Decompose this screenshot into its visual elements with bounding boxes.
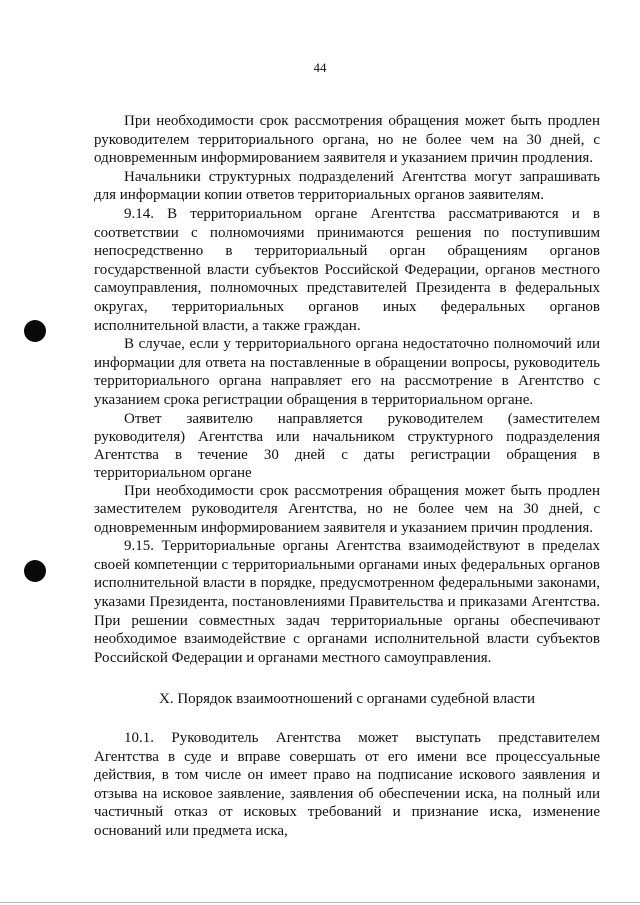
paragraph: Начальники структурных подразделений Агентства могут запрашивать для информации копии ответов территориальных органов заявителям. xyxy=(94,168,600,204)
paragraph: При необходимости срок рассмотрения обращения может быть продлен заместителем руководителя Агентства, но не более чем на 30 дней, с одновременным информированием заявителя и указанием причин продления. xyxy=(94,482,600,536)
paragraph: В случае, если у территориального органа недостаточно полномочий или информации для ответа на поставленные в обращении вопросы, руководитель территориального органа направляет его на рассмотрение в Агентство с указанием срока регистрации обращения в территориальном органе. xyxy=(94,336,600,408)
paragraph: Ответ заявителю направляется руководителем (заместителем руководителя) Агентства или начальником структурного подразделения Агентства в течение 30 дней с даты регистрации обращения в территориальном органе xyxy=(94,410,600,481)
section-heading: X. Порядок взаимоотношений с органами судебной власти xyxy=(158,691,536,708)
paragraph: 10.1. Руководитель Агентства может выступать представителем Агентства в суде и вправе совершать от его имени все процессуальные действия, в том числе он имеет право на подписание искового заявления и отзыва на исковое заявление, заявления об обеспечении иска, на полный или частичный отказ от исковых требований и признание иска, изменение оснований или предмета иска, xyxy=(94,730,600,839)
page-number: 44 xyxy=(313,60,327,75)
paragraph: При необходимости срок рассмотрения обращения может быть продлен руководителем территориального органа, но не более чем на 30 дней, с одновременным информированием заявителя и указанием причин продления. xyxy=(94,113,600,167)
punch-hole xyxy=(24,560,46,582)
punch-hole xyxy=(24,320,46,342)
scan-edge-line xyxy=(0,902,640,903)
paragraph: 9.15. Территориальные органы Агентства взаимодействуют в пределах своей компетенции с территориальными органами иных федеральных органов исполнительной власти в порядке, предусмотренном федеральными законами, указами Президента, постановлениями Правительства и приказами Агентства. При решении совместных задач территориальные органы обеспечивают необходимое взаимодействие с органами исполнительной власти субъектов Российской Федерации и органами местного самоуправления. xyxy=(94,538,600,666)
document-body xyxy=(94,112,600,841)
paragraph: 9.14. В территориальном органе Агентства рассматриваются и в соответствии с полномочиями принимаются решения по поступившим непосредственно в территориальный орган обращениям органов государственной власти субъектов Российской Федерации, органов местного самоуправления, полномочных представителей Президента в федеральных округах, территориальных органов иных федеральных органов исполнительной власти, а также граждан. xyxy=(94,205,600,334)
